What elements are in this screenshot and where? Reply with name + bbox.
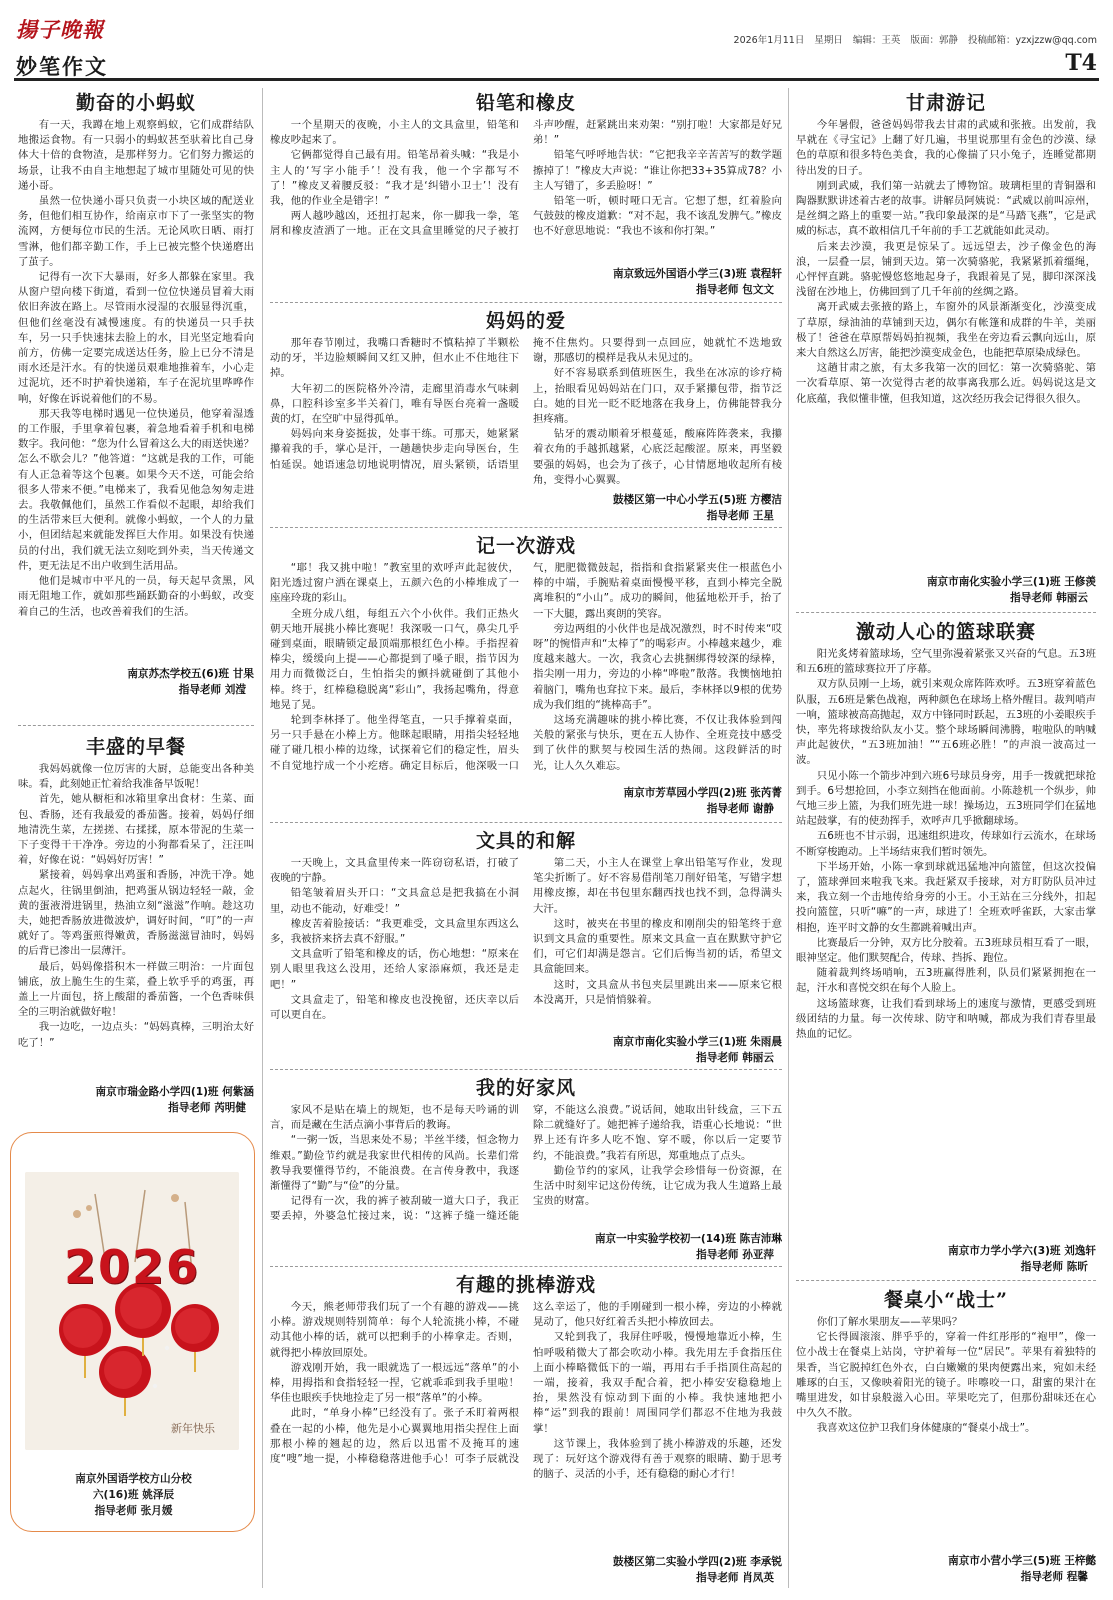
paragraph: 虽然一位快递小哥只负责一小块区域的配送业务，但他们相互协作，给南京市下了一张坚实的物流网，方便每位市民的生活。无论风吹日晒、雨打雪淋，他们都辛勤工作，手上已被完整个快递磨出了茧子。: [18, 195, 254, 268]
artwork-author-school: 南京外国语学校方山分校: [75, 1473, 192, 1485]
paragraph: 紧接着，妈妈拿出鸡蛋和香肠，冲洗干净。她点起火，往锅里倒油，把鸡蛋从锅边轻轻一敲，金黄的蛋液滑进锅里，热油立刻“滋滋”作响。趁这功夫，她把香肠放进微波炉，调好时间，“叮”的一声就好了。等鸡蛋煎得嫩黄，香肠滋滋冒油时，妈妈的后背已渗出一层薄汗。: [18, 869, 254, 958]
paragraph: 两人越吵越凶，还扭打起来，你一脚我一拳，笔屑和橡皮渣洒了一地。正在文具盒里睡觉的尺子被打斗声吵醒，赶紧跳出来劝架：“别打啦！大家都是好兄弟！”: [270, 119, 782, 238]
article-divider: [270, 1069, 782, 1070]
article-mother: [270, 306, 782, 524]
article-breakfast: [18, 732, 254, 1122]
paragraph: 后来去沙漠，我更是惊呆了。远远望去，沙子像金色的海浪，一层叠一层，铺到天边。第一次骑骆驼，我紧紧抓着缰绳，心怦怦直跳。骆驼慢悠悠地起身子，我跟着晃了晃，脚印深深浅浅留在沙地上，仿佛回到了几千年前的丝绸之路。: [796, 240, 1096, 299]
article-family: [270, 1073, 782, 1263]
author-line: 南京一中实验学校初一(14)班 陈吉沛琳: [594, 1233, 782, 1245]
article-divider: [270, 302, 782, 303]
article-title: 甘肃游记: [905, 92, 986, 114]
paragraph: 勤俭节约的家风，让我学会珍惜每一份资源，在生活中时刻牢记这份传统，让它成为我人生道路上最宝贵的财富。: [533, 1164, 782, 1208]
article-body: [18, 118, 254, 666]
paragraph: 这时，被夹在书里的橡皮和刚削尖的铅笔终于意识到文具盒的重要性。原来文具盒一直在默默守护它们，可它们却满是怨言。它们后悔当初的话，希望文具盒能回来。: [533, 917, 782, 976]
paragraph: 首先，她从橱柜和冰箱里拿出食材：生菜、面包、香肠，还有我最爱的番茄酱。接着，妈妈仔细地清洗生菜，左搓搓、右揉揉，原本带泥的生菜一下子变得干干净净。旁边的小狗都看呆了，汪汪叫着，好像在说：“妈妈好厉害！”: [18, 793, 254, 867]
paragraph: 又轮到我了，我屏住呼吸，慢慢地靠近小棒，生怕呼吸稍微大了都会吹动小棒。我先用左手食指压住上面小棒略微低下的一端，再用右手手指顶住高起的一端，接着，我双手配合着，把小棒安安稳稳地上抬，果然没有惊动到下面的小棒。我快速地把小棒“运”到我的跟前！周围同学们都忍不住地为我鼓掌！: [533, 1331, 782, 1435]
teacher-line: 指导老师 韩丽云: [696, 1052, 774, 1064]
article-title: 铅笔和橡皮: [475, 92, 576, 114]
teacher-line: 指导老师 刘滢: [178, 684, 246, 696]
article-title: 我的好家风: [475, 1077, 576, 1099]
paragraph: 好不容易联系到值班医生，我坐在冰凉的诊疗椅上，抬眼看见妈妈站在门口，双手紧攥包带，指节泛白。她的目光一眨不眨地落在我身上，仿佛能替我分担疼痛。: [533, 367, 782, 426]
article-divider: [270, 822, 782, 823]
article-title: 妈妈的爱: [485, 310, 566, 332]
paragraph: 第二天，小主人在课堂上拿出铅笔写作业，发现笔尖折断了。好不容易借削笔刀削好铅笔，写错字想用橡皮擦，却在书包里东翻西找也找不到，急得满头大汗。: [533, 857, 782, 915]
paragraph: 游戏刚开始，我一眼就选了一根远远“落单”的小棒，用拇指和食指轻轻一捏，它就乖乖到我手里啦！华佳也眼疾手快地捡走了另一根“落单”的小棒。: [270, 1361, 519, 1405]
article-divider: [270, 1266, 782, 1267]
author-line: 南京市小营小学三(5)班 王梓懿: [948, 1555, 1096, 1567]
author-line: 南京市南化实验小学三(1)班 王修羡: [926, 576, 1096, 588]
article-title: 勤奋的小蚂蚁: [75, 92, 196, 114]
teacher-line: 指导老师 韩丽云: [1010, 592, 1088, 604]
section-bar: [14, 48, 1099, 80]
article-body: [796, 1315, 1096, 1553]
paragraph: 此时，“单身小棒”已经没有了。张子禾盯着两根叠在一起的小棒，他先是小心翼翼地用指尖捏住上面那根小棒的翘起的边，然后以迅雷不及掩耳的速度“嗖”地一提，小棒稳稳落进他手心！可李子辰就没这么幸运了，他的手刚碰到一根小棒，旁边的小棒就晃动了，他只好红着舌头把小棒放回去。: [270, 1301, 782, 1466]
paragraph: 我喜欢这位护卫我们身体健康的“餐桌小战士”。: [816, 1422, 1036, 1435]
teacher-line: 指导老师 谢静: [706, 803, 774, 815]
artwork-author-class: 六(16)班 姚泽辰: [92, 1489, 175, 1501]
issue-weekday: 星期日: [814, 35, 843, 46]
paragraph: 记得有一次，我的裤子被刮破一道大口子，我正要丢掉，外婆急忙接过来，说：“这裤子缝一缝还能穿，不能这么浪费。”说话间，她取出针线盒，三下五除二就缝好了。她把裤子递给我，语重心长地说：“世界上还有许多人吃不饱、穿不暖，你以后一定要节约，不能浪费。”我若有所思，郑重地点了点头。: [270, 1104, 782, 1223]
paragraph: 离开武威去张掖的路上，车窗外的风景渐渐变化，沙漠变成了草原，绿油油的草铺到天边，偶尔有帐篷和成群的牛羊，美丽极了！爸爸在草原帮妈妈拍视频，我坐在旁边看云飘向远山，原来大自然这么厉害，能把沙漠变成金色，也能把草原染成绿色。: [796, 301, 1096, 360]
article-game: [270, 531, 782, 819]
column-divider: [262, 88, 263, 1588]
teacher-line: 指导老师 肖凤英: [696, 1572, 774, 1584]
paragraph: 一天晚上，文具盒里传来一阵窃窃私语，打破了夜晚的宁静。: [270, 857, 519, 885]
paragraph: 大年初二的医院格外冷清，走廊里消毒水气味刺鼻，口腔科诊室多半关着门，唯有导医台亮着一盏暖黄的灯，在空旷中显得孤单。: [270, 382, 519, 426]
artwork-caption: [19, 1471, 248, 1519]
artwork-year: 2026: [63, 1240, 201, 1294]
paragraph: 今天，熊老师带我们玩了一个有趣的游戏——挑小棒。游戏规则特别简单：每个人轮流挑小棒，不碰动其他小棒的话，就可以把剩手的小棒拿走。否则，就得把小棒放回原处。: [270, 1301, 519, 1359]
author-line: 鼓楼区第二实验小学四(2)班 李承锐: [612, 1556, 782, 1568]
article-stationery: [270, 826, 782, 1066]
teacher-line: 指导老师 陈昕: [1020, 1261, 1088, 1273]
author-line: 鼓楼区第一中心小学五(5)班 方樱洁: [612, 494, 782, 506]
teacher-line: 指导老师 程馨: [1020, 1571, 1088, 1583]
article-ant: [18, 88, 254, 720]
teacher-line: 指导老师 孙亚萍: [696, 1249, 774, 1261]
artwork-signature: 新年快乐: [171, 1422, 215, 1435]
paragraph: “耶！我又挑中啦！”教室里的欢呼声此起彼伏，阳光透过窗户洒在课桌上，五颜六色的小棒堆成了一座座玲珑的彩山。: [270, 562, 519, 605]
article-body: [796, 118, 1096, 574]
article-title: 激动人心的篮球联赛: [855, 621, 1036, 643]
article-title: 丰盛的早餐: [85, 736, 186, 758]
article-divider: [18, 725, 254, 726]
paragraph: 一个星期天的夜晚，小主人的文具盒里，铅笔和橡皮吵起来了。: [270, 119, 519, 147]
editor-credit: 编辑：王英: [852, 35, 901, 46]
paragraph: 橡皮苦着脸接话：“我更难受，文具盒里东西这么多，我被挤来挤去真不舒服。”: [270, 917, 519, 946]
article-pencil: [270, 88, 782, 298]
paragraph: 随着裁判终场哨响，五3班赢得胜利，队员们紧紧拥抱在一起，汗水和喜悦交织在每个人脸上。: [796, 967, 1096, 995]
article-title: 有趣的挑棒游戏: [455, 1274, 596, 1296]
teacher-line: 指导老师 芮明健: [168, 1102, 246, 1114]
paragraph: 那天我等电梯时遇见一位快递员，他穿着湿透的工作服，手里拿着包裹，着急地看着手机和电梯数字。我问他：“您为什么冒着这么大的雨送快递？怎么不歇会儿？”他答道：“这就是我的工作，可能有人正急着等这个包裹。如果今天不送，可能会给很多人带来不便。”电梯来了，我看见他急匆匆走进去。我敬佩他们，虽然工作看似不起眼，却给我们的生活带来巨大便利。就像小蚂蚁，一个人的力量小，但团结起来就能发挥巨大作用。如果没有快递员的付出，我们就无法立刻吃到外卖，当天传递文件，更无法足不出户收到生活用品。: [18, 407, 254, 572]
paragraph: 全班分成八组，每组五六个小伙伴。我们正热火朝天地开展挑小棒比赛呢！我深吸一口气，鼻尖几乎碰到桌面，眼睛锁定最顶端那根红色小棒。手指捏着棒尖，缓缓向上提——心都提到了嗓子眼，指节因为用力而微微泛白，生怕指尖的颤抖就碰倒了其他小棒。终于，红棒稳稳脱离“彩山”，我扬起嘴角，得意地晃了晃。: [270, 607, 519, 711]
paragraph: 妈妈向来身姿挺拔，处事干练。可那天，她紧紧攥着我的手，掌心是汗，一趟趟快步走向导医台，生怕延误。她语速急切地说明情况，眉头紧锁，话语里掩不住焦灼。只要得到一点回应，她就忙不迭地致谢，那感切的模样是我从未见过的。: [270, 337, 782, 471]
paragraph: 最后，妈妈像搭积木一样做三明治：一片面包铺底，放上脆生生的生菜，叠上软乎乎的鸡蛋，再盖上一片面包，挤上酸甜的番茄酱，一个色香味俱全的三明治就做好啦！: [18, 960, 254, 1019]
teacher-line: 指导老师 王星: [706, 510, 774, 522]
article-sticks: [270, 1270, 782, 1588]
paragraph: 旁边两组的小伙伴也是战况激烈，时不时传来“哎呀”的惋惜声和“太棒了”的喝彩声。小棒越来越少，难度越来越大。一次，我贪心去挑捆绑得较深的绿棒，指尖刚一用力，旁边的小棒“哗啦”散落。我懊恼地拍着脑门，嘴角也耷拉下来。最后，李林择以9根的优势成为我们组的“挑棒高手”。: [533, 622, 782, 711]
paragraph: 你们了解水果朋友——苹果吗？: [816, 1316, 963, 1328]
article-divider: [270, 527, 782, 528]
masthead: [14, 10, 1099, 48]
designer-credit: 版面：郭静: [910, 35, 958, 46]
newspaper-logo: 揚子晚報: [16, 17, 104, 42]
paragraph: 记得有一次下大暴雨，好多人都躲在家里。我从窗户望向楼下街道，看到一位位快递员冒着大雨依旧奔波在路上。尽管雨水浸湿的衣服显得沉重，但他们丝毫没有减慢速度。有的快递员一只手扶车，另一只手快速抹去脸上的水，目光坚定地看向前方，仿佛一定要完成送达任务，脸上已分不清是雨水还是汗水。有的快递员艰难地推着车，小心走过泥坑，还不时护着快递箱，车子在泥坑里哗哗作响，好像在诉说着他们的不易。: [18, 271, 254, 405]
teacher-line: 指导老师 包文文: [696, 284, 774, 296]
paragraph: 这趟甘肃之旅，有太多我第一次的回忆：第一次骑骆驼、第一次看草原、第一次觉得古老的故事离我那么近。妈妈说这是文化底蕴，我似懂非懂，但我知道，这次经历我会记得很久很久。: [796, 362, 1096, 405]
author-line: 南京市芳草园小学四(2)班 张芮菁: [623, 787, 782, 799]
paragraph: 阳光炙烤着篮球场，空气里弥漫着紧张又兴奋的气息。五3班和五6班的篮球赛拉开了序幕。: [796, 648, 1096, 676]
article-title: 文具的和解: [475, 830, 576, 852]
article-basketball: [796, 617, 1096, 1277]
section-title: 妙笔作文: [16, 54, 108, 79]
article-divider: [796, 1280, 1096, 1281]
article-body: [796, 647, 1096, 1243]
paragraph: 双方队员刚一上场，就引来观众席阵阵欢呼。五3班穿着蓝色队服，五6班是紫色战袍，两种颜色在球场上格外醒目。裁判哨声一响，篮球被高高抛起，双方中锋同时跃起，五3班的小姜眼疾手快，率先将球拨给队友小艾。整个球场瞬间沸腾，啦啦队的呐喊声此起彼伏，“五3班加油！”“五6班必胜！”的声浪一波高过一波。: [796, 678, 1096, 767]
article-body: [270, 336, 782, 492]
article-body: [270, 118, 782, 266]
paragraph: 那年春节刚过，我嘴口香糖时不慎粘掉了半颗松动的牙，半边脸颊瞬间又红又肿，但水止不住地往下掉。: [270, 337, 519, 380]
article-title: 餐桌小“战士”: [884, 1289, 1008, 1311]
author-line: 南京苏杰学校五(6)班 甘果: [127, 668, 254, 680]
author-line: 南京致远外国语小学三(3)班 袁程轩: [612, 268, 782, 280]
paragraph: 钻牙的震动顺着牙根蔓延，酸麻阵阵袭来，我攥着衣角的手越抓越紧，心底泛起酸涩。原来，再坚毅要强的妈妈，也会为了孩子，心甘情愿地收起所有棱角，变得小心翼翼。: [533, 428, 782, 486]
paragraph: 有一天，我蹲在地上观察蚂蚁，它们成群结队地搬运食物。有一只弱小的蚂蚁甚至驮着比自己身体大十倍的食物渣，是那样努力。它们努力搬运的场景，让我不由自主地想起了城市里随处可见的快递小哥。: [18, 119, 254, 192]
column-divider: [788, 88, 789, 1588]
paragraph: 文具盒走了，铅笔和橡皮也没挽留，还庆幸以后可以更自在。: [270, 993, 519, 1022]
paragraph: 文具盒听了铅笔和橡皮的话，伤心地想：“原来在别人眼里我这么没用，还给人家添麻烦，我还是走吧！”: [270, 948, 519, 991]
article-body: [270, 1300, 782, 1554]
paragraph: 五6班也不甘示弱，迅速组织进攻，传球如行云流水，在球场不断穿梭跑动。上半场结束我们暂时领先。: [796, 830, 1096, 858]
header-rule: [14, 80, 1099, 81]
paragraph: 我妈妈就像一位厉害的大厨，总能变出各种美味。看，此刻她正忙着给我准备早饭呢！: [18, 763, 254, 791]
paragraph: 只见小陈一个箭步冲到六班6号球员身旁，用手一拨就把球抢到手。6号想抢回，小李立刻挡在他面前。小陈趁机一个纵步，帅气地三步上篮，为我们班先进一球！操场边，五3班同学们在猛地站起鼓掌，有的使劲挥手，欢呼声几乎掀翻球场。: [796, 769, 1096, 828]
paragraph: 它俩都觉得自己最有用。铅笔昂着头喊：“我是小主人的‘写字小能手’！没有我，他一个字都写不了！”橡皮叉着腰反驳：“我才是‘纠错小卫士’！没有我，他的作业全是错字！”: [270, 149, 519, 208]
paragraph: 这时，文具盒从书包夹层里跳出来——原来它根本没离开，只是悄悄躲着。: [533, 978, 782, 1006]
paragraph: 这场篮球赛，让我们看到球场上的速度与激情，更感受到班级团结的力量。每一次传球、防守和呐喊，都成为我们青春里最热血的记忆。: [796, 997, 1096, 1041]
article-apple: [796, 1285, 1096, 1588]
artwork-teacher: 指导老师 张月媛: [94, 1505, 173, 1517]
article-body: [270, 1103, 782, 1231]
paragraph: 铅笔一听，顿时哑口无言。它想了想，红着脸向气鼓鼓的橡皮道歉：“对不起，我不该乱发脾气。”橡皮也不好意思地说：“我也不该和你打架。”: [533, 195, 782, 238]
lantern-artwork: [25, 1172, 239, 1450]
author-line: 南京市瑞金路小学四(1)班 何紫涵: [95, 1086, 254, 1098]
paragraph: 家风不是贴在墙上的规矩，也不是每天吟诵的训言，而是藏在生活点滴小事背后的教诲。: [270, 1104, 519, 1132]
paragraph: 铅笔气呼呼地告状：“它把我辛辛苦苦写的数学题擦掉了！”橡皮大声说：“谁让你把33+35算成78？小主人写错了，多丢脸呀！”: [533, 149, 782, 192]
issue-info: [727, 32, 1097, 46]
featured-artwork: [10, 1132, 255, 1532]
paragraph: 我一边吃，一边点头：“妈妈真棒，三明治太好吃了！”: [18, 1021, 254, 1049]
article-divider: [796, 612, 1096, 613]
article-body: [270, 561, 782, 785]
paragraph: 它长得圆滚滚、胖乎乎的，穿着一件红彤彤的“袍甲”，像一位小战士在餐桌上站岗，守护着每一位“居民”。苹果有着独特的果香，当它脱掉红色外衣，白白嫩嫩的果肉便露出来，宛如未经雕琢的白玉，又像映着阳光的镜子。咔嚓咬一口，甜蜜的果汁在嘴里进发，如甘泉般滋入心田。苹果吃完了，但那份甜味还在心中久久不散。: [796, 1331, 1096, 1420]
paragraph: 下半场开始，小陈一拿到球就迅猛地冲向篮筐，但这次投偏了，篮球弹回来啦我飞来。我赶紧双手接球，对方盯防队员冲过来，我立刻一个击地传给身旁的小王。小王站在三分线外，扣起投向篮筐，只听“嘛”的一声，球进了！全班欢呼雀跃，大家击掌相抱，连平时文静的女生都跳着喊出声。: [796, 860, 1096, 934]
article-title: 记一次游戏: [475, 535, 576, 557]
paragraph: 铅笔皱着眉头开口：“文具盒总是把我搞在小洞里，动也不能动，好难受！”: [270, 887, 519, 915]
paragraph: 比赛最后一分钟，双方比分胶着。五3班球员相互看了一眼，眼神坚定。他们默契配合，传球、挡拆、跑位。: [796, 936, 1096, 965]
paragraph: “一粥一饭，当思来处不易；半丝半缕，恒念物力维艰。”勤俭节约就是我家世代相传的风尚。长辈们常教导我要懂得节约，不能浪费。在言传身教中，我逐渐懂得了“勤”与“俭”的分量。: [270, 1134, 519, 1193]
article-body: [270, 856, 782, 1034]
paragraph: 这节课上，我体验到了挑小棒游戏的乐趣，还发现了：玩好这个游戏得有善于观察的眼睛、勤于思考的脑子、灵活的小手，还有稳稳的耐心才行！: [533, 1437, 782, 1481]
paragraph: 刚到武威，我们第一站就去了博物馆。玻璃柜里的青铜器和陶器默默讲述着古老的故事。讲解员阿姨说：“武威以前叫凉州，是丝绸之路上的重要一站。”我印象最深的是“马踏飞燕”，它是武威的标志，真不敢相信几千年前的手工艺就能如此灵动。: [796, 179, 1096, 238]
submission-email: 投稿邮箱：yzxjzzw@qq.com: [968, 35, 1097, 46]
author-line: 南京市力学小学六(3)班 刘逸轩: [948, 1245, 1096, 1257]
paragraph: 他们是城市中平凡的一员，每天起早贪黑，风雨无阻地工作，就如那些踊跃勤奋的小蚂蚁，改变着自己的生活，也改善着我们的生活。: [18, 575, 254, 618]
article-body: [18, 762, 254, 1084]
paragraph: 轮到李林择了。他坐得笔直，一只手撑着桌面，另一只手悬在小棒上方。他眯起眼睛，用指尖轻轻地碰了碰几根小棒的边缘，试探着它们的稳定性，眉头不自觉地拧成一个小疙瘩。确定目标后，他深吸一口气，肥肥微微鼓起，指指和食指紧紧夹住一根蓝色小棒的中端，手腕贴着桌面慢慢平移，直到小棒完全脱离堆积的“小山”。成功的瞬间，他猛地松开手，抬了一下大腿，露出爽朗的笑容。: [270, 562, 782, 772]
article-gansu: [796, 88, 1096, 608]
author-line: 南京市南化实验小学三(1)班 朱雨晨: [612, 1036, 782, 1048]
artwork-photo: [25, 1172, 239, 1450]
paragraph: 这场充满趣味的挑小棒比赛，不仅让我体验到闯关般的紧张与快乐，更在五人协作、全班竞技中感受到了伙伴的默契与校园生活的热闹。这段鲜活的时光，让人久久难忘。: [533, 714, 782, 772]
page-number: T4: [1065, 50, 1097, 76]
paragraph: 今年暑假，爸爸妈妈带我去甘肃的武威和张掖。出发前，我早就在《寻宝记》上翻了好几遍，书里说那里有金色的沙漠、绿色的草原和很多特色美食，我的心像揣了只小兔子，连睡觉都期待出发的日子。: [796, 119, 1096, 177]
issue-date: 2026年1月11日: [733, 35, 805, 46]
